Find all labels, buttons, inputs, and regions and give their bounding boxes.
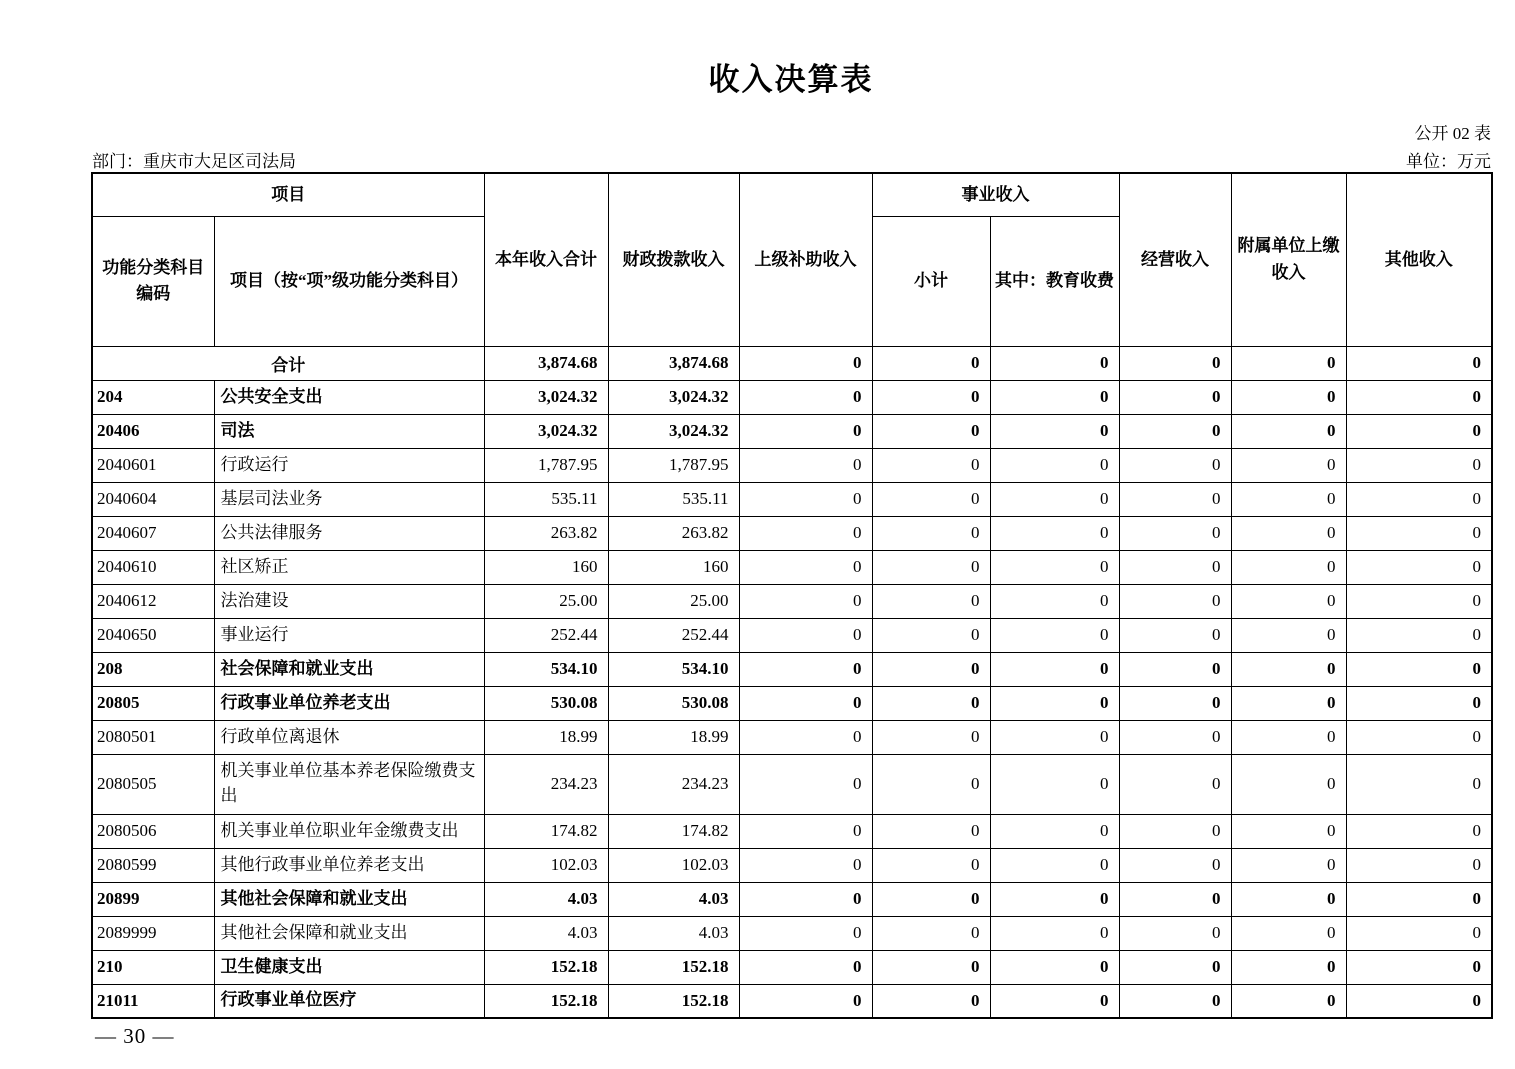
value-cell: 0 — [1346, 848, 1492, 882]
value-cell: 4.03 — [608, 916, 739, 950]
function-code-cell: 20899 — [92, 882, 214, 916]
value-cell: 0 — [1231, 686, 1346, 720]
value-cell: 0 — [1119, 720, 1231, 754]
table-row — [92, 516, 1492, 550]
value-cell: 0 — [1346, 516, 1492, 550]
value-cell: 0 — [739, 814, 872, 848]
table-row — [92, 984, 1492, 1018]
value-cell: 0 — [739, 550, 872, 584]
value-cell: 0 — [872, 618, 990, 652]
value-cell: 0 — [739, 984, 872, 1018]
table-row — [92, 950, 1492, 984]
value-cell: 0 — [1119, 814, 1231, 848]
value-cell: 160 — [608, 550, 739, 584]
value-cell: 0 — [1346, 414, 1492, 448]
value-cell: 0 — [1346, 984, 1492, 1018]
table-row — [92, 814, 1492, 848]
value-cell: 1,787.95 — [608, 448, 739, 482]
item-name-cell: 基层司法业务 — [214, 482, 484, 516]
value-cell: 3,024.32 — [608, 380, 739, 414]
value-cell: 0 — [872, 916, 990, 950]
item-name-cell: 行政事业单位养老支出 — [214, 686, 484, 720]
value-cell: 152.18 — [484, 950, 608, 984]
function-code-cell: 2080501 — [92, 720, 214, 754]
item-name-cell: 其他行政事业单位养老支出 — [214, 848, 484, 882]
function-code-cell: 210 — [92, 950, 214, 984]
value-cell: 0 — [990, 916, 1119, 950]
table-header — [92, 173, 1492, 346]
value-cell: 0 — [1231, 848, 1346, 882]
item-name-cell: 社区矫正 — [214, 550, 484, 584]
value-cell: 0 — [990, 882, 1119, 916]
item-name-cell: 机关事业单位职业年金缴费支出 — [214, 814, 484, 848]
function-code-cell: 20406 — [92, 414, 214, 448]
value-cell: 0 — [990, 584, 1119, 618]
value-cell: 534.10 — [484, 652, 608, 686]
value-cell: 3,024.32 — [484, 380, 608, 414]
value-cell: 0 — [1346, 346, 1492, 380]
value-cell: 152.18 — [608, 984, 739, 1018]
value-cell: 0 — [1231, 550, 1346, 584]
value-cell: 18.99 — [608, 720, 739, 754]
item-name-cell: 社会保障和就业支出 — [214, 652, 484, 686]
value-cell: 3,024.32 — [608, 414, 739, 448]
value-cell: 0 — [739, 618, 872, 652]
value-cell: 0 — [739, 754, 872, 814]
value-cell: 0 — [990, 686, 1119, 720]
value-cell: 0 — [1231, 652, 1346, 686]
value-cell: 0 — [1231, 516, 1346, 550]
value-cell: 0 — [990, 380, 1119, 414]
value-cell: 0 — [1231, 950, 1346, 984]
value-cell: 0 — [872, 950, 990, 984]
value-cell: 0 — [1119, 652, 1231, 686]
value-cell: 0 — [739, 916, 872, 950]
item-name-cell: 机关事业单位基本养老保险缴费支出 — [214, 754, 484, 814]
table-row — [92, 346, 1492, 380]
value-cell: 0 — [1231, 584, 1346, 618]
value-cell: 0 — [990, 448, 1119, 482]
table-row — [92, 448, 1492, 482]
value-cell: 0 — [1346, 950, 1492, 984]
value-cell: 0 — [1346, 720, 1492, 754]
value-cell: 152.18 — [608, 950, 739, 984]
value-cell: 0 — [739, 482, 872, 516]
value-cell: 0 — [1231, 346, 1346, 380]
value-cell: 1,787.95 — [484, 448, 608, 482]
table-row — [92, 482, 1492, 516]
value-cell: 534.10 — [608, 652, 739, 686]
value-cell: 102.03 — [484, 848, 608, 882]
value-cell: 535.11 — [484, 482, 608, 516]
value-cell: 0 — [1231, 618, 1346, 652]
value-cell: 0 — [872, 754, 990, 814]
col-header-item-name: 项目（按“项”级功能分类科目） — [214, 216, 484, 346]
value-cell: 0 — [872, 414, 990, 448]
value-cell: 0 — [1119, 584, 1231, 618]
value-cell: 0 — [990, 720, 1119, 754]
function-code-cell: 2080506 — [92, 814, 214, 848]
value-cell: 0 — [1231, 414, 1346, 448]
function-code-cell: 2040601 — [92, 448, 214, 482]
value-cell: 0 — [990, 984, 1119, 1018]
value-cell: 4.03 — [484, 916, 608, 950]
value-cell: 0 — [872, 550, 990, 584]
table-row — [92, 848, 1492, 882]
revenue-table — [91, 172, 1493, 1019]
value-cell: 0 — [872, 346, 990, 380]
department-label: 部门：重庆市大足区司法局 — [92, 152, 296, 171]
value-cell: 0 — [872, 814, 990, 848]
table-row — [92, 882, 1492, 916]
value-cell: 0 — [872, 652, 990, 686]
value-cell: 263.82 — [608, 516, 739, 550]
value-cell: 0 — [1119, 984, 1231, 1018]
value-cell: 535.11 — [608, 482, 739, 516]
value-cell: 0 — [1119, 686, 1231, 720]
value-cell: 0 — [739, 448, 872, 482]
value-cell: 0 — [1119, 882, 1231, 916]
value-cell: 0 — [1119, 618, 1231, 652]
value-cell: 4.03 — [484, 882, 608, 916]
value-cell: 0 — [739, 414, 872, 448]
value-cell: 3,874.68 — [608, 346, 739, 380]
value-cell: 0 — [990, 618, 1119, 652]
value-cell: 0 — [872, 516, 990, 550]
value-cell: 0 — [990, 652, 1119, 686]
value-cell: 0 — [872, 584, 990, 618]
value-cell: 0 — [990, 346, 1119, 380]
item-name-cell: 其他社会保障和就业支出 — [214, 916, 484, 950]
value-cell: 0 — [990, 754, 1119, 814]
item-name-cell: 司法 — [214, 414, 484, 448]
value-cell: 25.00 — [484, 584, 608, 618]
value-cell: 0 — [1119, 950, 1231, 984]
value-cell: 0 — [739, 848, 872, 882]
value-cell: 0 — [1346, 916, 1492, 950]
col-header-affiliated-remitted: 附属单位上缴收入 — [1231, 173, 1346, 346]
value-cell: 0 — [739, 584, 872, 618]
value-cell: 0 — [1231, 448, 1346, 482]
table-row — [92, 414, 1492, 448]
value-cell: 0 — [1346, 618, 1492, 652]
value-cell: 4.03 — [608, 882, 739, 916]
item-name-cell: 法治建设 — [214, 584, 484, 618]
item-name-cell: 公共法律服务 — [214, 516, 484, 550]
value-cell: 152.18 — [484, 984, 608, 1018]
value-cell: 252.44 — [608, 618, 739, 652]
function-code-cell: 21011 — [92, 984, 214, 1018]
value-cell: 0 — [1346, 686, 1492, 720]
value-cell: 0 — [1231, 482, 1346, 516]
value-cell: 174.82 — [484, 814, 608, 848]
item-name-cell: 其他社会保障和就业支出 — [214, 882, 484, 916]
value-cell: 0 — [872, 848, 990, 882]
function-code-cell: 2089999 — [92, 916, 214, 950]
value-cell: 0 — [1231, 754, 1346, 814]
col-header-subtotal: 小计 — [872, 216, 990, 346]
value-cell: 0 — [990, 516, 1119, 550]
function-code-cell: 2040650 — [92, 618, 214, 652]
value-cell: 0 — [1346, 380, 1492, 414]
table-body — [92, 346, 1492, 1018]
function-code-cell: 208 — [92, 652, 214, 686]
value-cell: 0 — [1231, 720, 1346, 754]
table-row — [92, 652, 1492, 686]
value-cell: 102.03 — [608, 848, 739, 882]
col-header-fiscal-appropriation: 财政拨款收入 — [608, 173, 739, 346]
value-cell: 0 — [872, 482, 990, 516]
table-code-label: 公开 02 表 — [1414, 124, 1491, 143]
value-cell: 0 — [990, 950, 1119, 984]
page-title: 收入决算表 — [708, 62, 874, 97]
value-cell: 0 — [739, 380, 872, 414]
value-cell: 0 — [1231, 380, 1346, 414]
value-cell: 530.08 — [608, 686, 739, 720]
function-code-cell: 2040604 — [92, 482, 214, 516]
value-cell: 0 — [1346, 482, 1492, 516]
table-row — [92, 916, 1492, 950]
value-cell: 25.00 — [608, 584, 739, 618]
value-cell: 263.82 — [484, 516, 608, 550]
item-name-cell: 行政单位离退休 — [214, 720, 484, 754]
value-cell: 0 — [1119, 346, 1231, 380]
col-header-item-group: 项目 — [92, 173, 484, 216]
table-row — [92, 720, 1492, 754]
col-header-other-revenue: 其他收入 — [1346, 173, 1492, 346]
col-header-business-revenue-group: 事业收入 — [872, 173, 1119, 216]
unit-label: 单位：万元 — [1406, 152, 1491, 171]
value-cell: 160 — [484, 550, 608, 584]
function-code-cell: 20805 — [92, 686, 214, 720]
item-name-cell: 事业运行 — [214, 618, 484, 652]
table-row — [92, 380, 1492, 414]
item-name-cell: 行政事业单位医疗 — [214, 984, 484, 1018]
value-cell: 0 — [1346, 882, 1492, 916]
value-cell: 0 — [872, 380, 990, 414]
value-cell: 0 — [1346, 584, 1492, 618]
value-cell: 0 — [1119, 380, 1231, 414]
value-cell: 0 — [1231, 814, 1346, 848]
col-header-operating-revenue: 经营收入 — [1119, 173, 1231, 346]
function-code-cell: 204 — [92, 380, 214, 414]
value-cell: 174.82 — [608, 814, 739, 848]
value-cell: 0 — [1119, 448, 1231, 482]
value-cell: 0 — [1119, 482, 1231, 516]
value-cell: 0 — [1119, 414, 1231, 448]
value-cell: 0 — [1119, 754, 1231, 814]
value-cell: 0 — [739, 652, 872, 686]
value-cell: 0 — [1346, 550, 1492, 584]
value-cell: 0 — [739, 346, 872, 380]
value-cell: 252.44 — [484, 618, 608, 652]
value-cell: 0 — [1231, 882, 1346, 916]
total-row-label: 合计 — [92, 346, 484, 380]
table-row — [92, 754, 1492, 814]
item-name-cell: 公共安全支出 — [214, 380, 484, 414]
value-cell: 0 — [1346, 754, 1492, 814]
value-cell: 3,024.32 — [484, 414, 608, 448]
col-header-function-code: 功能分类科目编码 — [92, 216, 214, 346]
value-cell: 0 — [739, 882, 872, 916]
value-cell: 0 — [739, 516, 872, 550]
value-cell: 0 — [1346, 652, 1492, 686]
value-cell: 3,874.68 — [484, 346, 608, 380]
function-code-cell: 2080599 — [92, 848, 214, 882]
item-name-cell: 卫生健康支出 — [214, 950, 484, 984]
value-cell: 0 — [1119, 916, 1231, 950]
value-cell: 0 — [872, 882, 990, 916]
value-cell: 0 — [1119, 550, 1231, 584]
value-cell: 0 — [1346, 448, 1492, 482]
value-cell: 18.99 — [484, 720, 608, 754]
col-header-education-fees: 其中：教育收费 — [990, 216, 1119, 346]
value-cell: 234.23 — [484, 754, 608, 814]
value-cell: 0 — [990, 814, 1119, 848]
value-cell: 0 — [1346, 814, 1492, 848]
table-row — [92, 550, 1492, 584]
value-cell: 0 — [1231, 916, 1346, 950]
value-cell: 0 — [990, 482, 1119, 516]
col-header-total-revenue: 本年收入合计 — [484, 173, 608, 346]
function-code-cell: 2040607 — [92, 516, 214, 550]
value-cell: 0 — [872, 686, 990, 720]
value-cell: 0 — [739, 720, 872, 754]
value-cell: 530.08 — [484, 686, 608, 720]
value-cell: 234.23 — [608, 754, 739, 814]
value-cell: 0 — [990, 414, 1119, 448]
function-code-cell: 2080505 — [92, 754, 214, 814]
page-number: — 30 — — [95, 1024, 175, 1048]
table-row — [92, 584, 1492, 618]
value-cell: 0 — [1119, 516, 1231, 550]
value-cell: 0 — [990, 550, 1119, 584]
table-row — [92, 618, 1492, 652]
value-cell: 0 — [872, 720, 990, 754]
function-code-cell: 2040610 — [92, 550, 214, 584]
value-cell: 0 — [990, 848, 1119, 882]
col-header-superior-subsidy: 上级补助收入 — [739, 173, 872, 346]
item-name-cell: 行政运行 — [214, 448, 484, 482]
value-cell: 0 — [872, 984, 990, 1018]
value-cell: 0 — [1231, 984, 1346, 1018]
value-cell: 0 — [872, 448, 990, 482]
value-cell: 0 — [1119, 848, 1231, 882]
function-code-cell: 2040612 — [92, 584, 214, 618]
value-cell: 0 — [739, 686, 872, 720]
value-cell: 0 — [739, 950, 872, 984]
table-row — [92, 686, 1492, 720]
